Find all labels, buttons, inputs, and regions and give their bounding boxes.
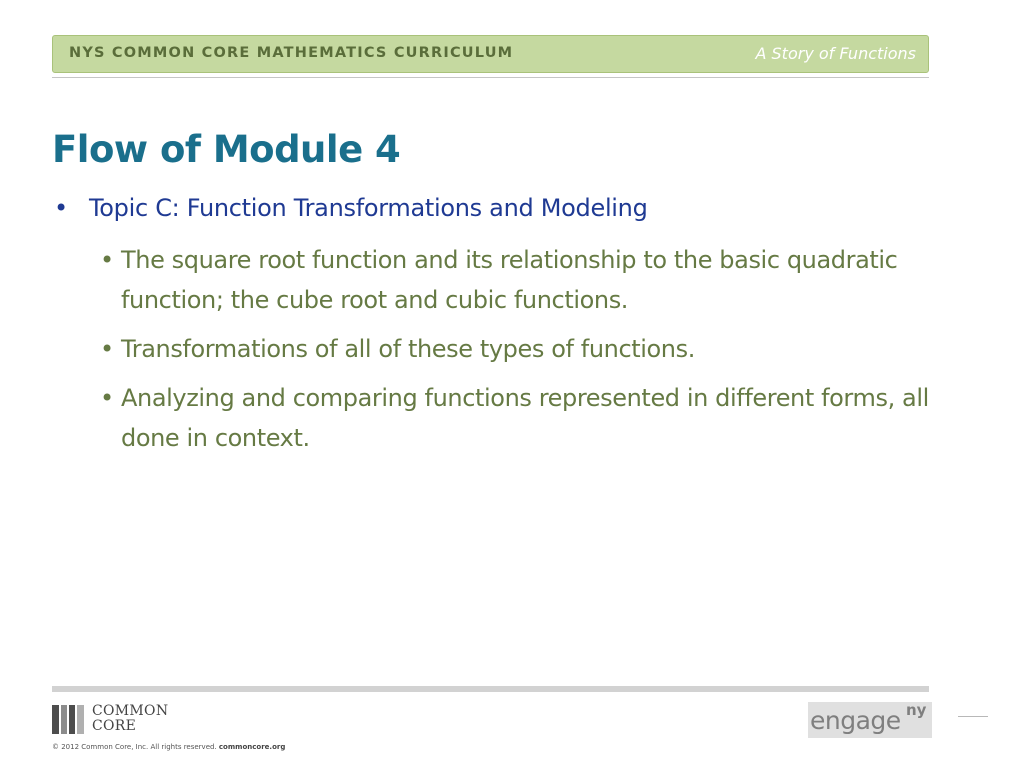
engage-text: engage xyxy=(810,706,901,735)
story-label: A Story of Functions xyxy=(755,44,916,63)
bullet-icon: • xyxy=(100,384,114,412)
bullet-icon: • xyxy=(100,246,114,274)
sub-bullet-list xyxy=(100,240,970,467)
common-core-logo-icon xyxy=(52,705,84,734)
bullet-icon: • xyxy=(54,194,69,222)
header-divider xyxy=(52,77,929,78)
bullet-icon: • xyxy=(100,335,114,363)
slide-title: Flow of Module 4 xyxy=(52,128,401,171)
logo-line-1: COMMON xyxy=(92,703,169,719)
logo-text xyxy=(92,704,168,734)
site-link[interactable]: commoncore.org xyxy=(218,743,286,751)
curriculum-label: NYS COMMON CORE MATHEMATICS CURRICULUM xyxy=(69,45,514,61)
engageny-logo xyxy=(808,702,932,738)
list-item-text: Analyzing and comparing functions represented in different forms, all done in context. xyxy=(121,384,929,452)
engage-ny-superscript: ny xyxy=(906,701,927,719)
list-item xyxy=(100,378,970,458)
list-item-text: Transformations of all of these types of functions. xyxy=(121,335,695,363)
topic-heading: Topic C: Function Transformations and Modeling xyxy=(89,194,648,222)
list-item xyxy=(100,240,970,320)
copyright-notice xyxy=(52,743,285,751)
common-core-logo xyxy=(52,704,192,736)
header-bar xyxy=(52,35,929,73)
logo-line-2: CORE xyxy=(92,718,137,734)
corner-divider xyxy=(958,716,988,717)
list-item xyxy=(100,329,970,369)
list-item-text: The square root function and its relationship to the basic quadratic function; the cube root and cubic functions. xyxy=(121,246,898,314)
copyright-text: © 2012 Common Core, Inc. All rights reserved. xyxy=(52,743,217,751)
footer-divider xyxy=(52,686,929,692)
